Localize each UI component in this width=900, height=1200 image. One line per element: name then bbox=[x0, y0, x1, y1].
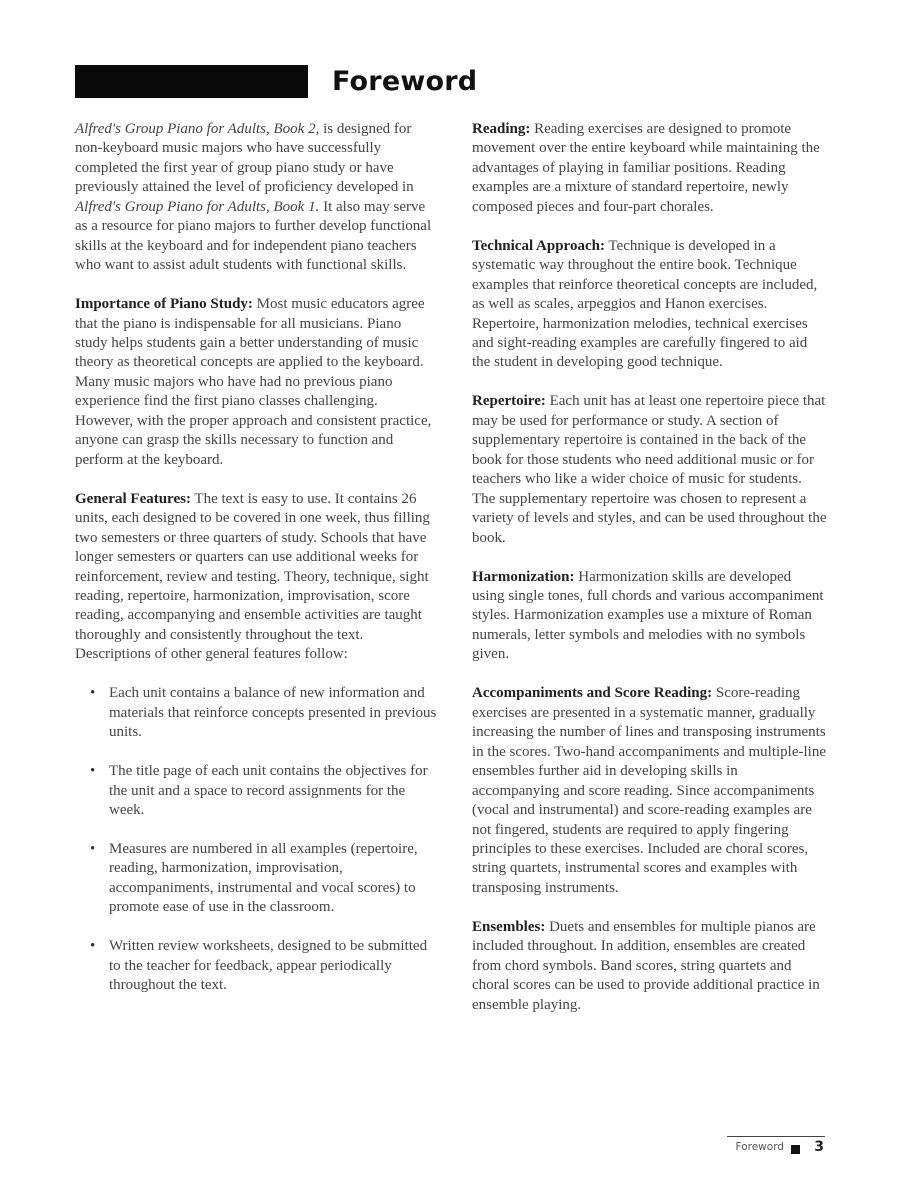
harmonization-body: Harmonization skills are developed using single tones, full chords and various accompaniment styles. Harmonization examples use a mixture of Roman numerals, letter symbols and melodies with no symbols given. bbox=[472, 568, 824, 663]
list-item: • Each unit contains a balance of new information and materials that reinforce concepts presented in previous units. bbox=[109, 684, 437, 742]
footer-section-label: Foreword bbox=[735, 1141, 784, 1153]
ensembles-paragraph bbox=[472, 918, 827, 1015]
ensembles-heading: Ensembles: bbox=[472, 918, 546, 935]
repertoire-heading: Repertoire: bbox=[472, 393, 546, 410]
right-column bbox=[472, 120, 827, 1035]
features-list bbox=[75, 684, 437, 995]
general-features-paragraph bbox=[75, 490, 437, 665]
square-icon bbox=[791, 1145, 800, 1154]
page-title: Foreword bbox=[332, 66, 478, 97]
page-number: 3 bbox=[814, 1139, 824, 1155]
page-footer bbox=[700, 1140, 826, 1158]
repertoire-body: Each unit has at least one repertoire piece that may be used for performance or study. A section of supplementary repertoire is contained in the back of the book for those students who need additional music or for teachers who like a wider choice of music for students. The supplementary repertoire was chosen to represent a variety of levels and styles, and can be used throughout the book. bbox=[472, 393, 827, 546]
general-features-body: The text is easy to use. It contains 26 units, each designed to be covered in one week, thus filling two semesters or three quarters of study. Schools that have longer semesters or quarters can use additional weeks for reinforcement, review and testing. Theory, technique, sight reading, repertoire, harmonization, improvisation, score reading, accompanying and ensemble activities are taught thoroughly and consistently throughout the text. Descriptions of other general features follow: bbox=[75, 490, 430, 663]
header-black-bar bbox=[75, 65, 308, 98]
list-item: • The title page of each unit contains the objectives for the unit and a space to record assignments for the week. bbox=[109, 762, 437, 820]
list-item: • Written review worksheets, designed to be submitted to the teacher for feedback, appear periodically throughout the text. bbox=[109, 937, 437, 995]
ensembles-body: Duets and ensembles for multiple pianos are included throughout. In addition, ensembles are created from chord symbols. Band scores, string quartets and choral scores can be used to provide additional practice in ensemble playing. bbox=[472, 918, 820, 1013]
harmonization-paragraph bbox=[472, 568, 827, 665]
intro-text-1: is designed for non-keyboard music majors who have successfully completed the first year of group piano study or have previously attained the level of proficiency developed in bbox=[75, 121, 414, 196]
technical-body: Technique is developed in a systematic way throughout the entire book. Technique examples that reinforce theoretical concepts are included, as well as scales, arpeggios and Hanon exercises. Repertoire, harmonization melodies, technical exercises and sight-reading examples are carefully fingered to aid the student in developing good technique. bbox=[472, 237, 818, 371]
general-features-heading: General Features: bbox=[75, 490, 191, 507]
importance-heading: Importance of Piano Study: bbox=[75, 296, 253, 313]
technical-paragraph bbox=[472, 237, 827, 373]
book-title-1: Alfred's Group Piano for Adults, Book 1. bbox=[75, 198, 320, 215]
reading-body: Reading exercises are designed to promote movement over the entire keyboard while maintaining the advantages of playing in familiar positions. Reading examples are a mixture of standard repertoire, newly composed pieces and four-part chorales. bbox=[472, 121, 820, 215]
accompaniments-body: Score-reading exercises are presented in a systematic manner, gradually increasing the number of lines and transposing instruments in the scores. Two-hand accompaniments and multiple-line ensembles further aid in developing skills in accompanying and score reading. Since accompaniments (vocal and instrumental) and score-reading examples are not fingered, students are required to apply fingering principles to these exercises. Included are choral scores, string quartets, instrumental scores and examples with transposing instruments. bbox=[472, 685, 826, 896]
intro-text-2: It also may serve as a resource for piano majors to further develop functional skills at the keyboard and for independent piano teachers who want to assist adult students with functional skills. bbox=[75, 198, 432, 274]
left-column bbox=[75, 120, 437, 1015]
harmonization-heading: Harmonization: bbox=[472, 568, 575, 585]
reading-paragraph bbox=[472, 120, 827, 217]
intro-paragraph bbox=[75, 120, 437, 276]
importance-paragraph bbox=[75, 295, 437, 470]
technical-heading: Technical Approach: bbox=[472, 237, 605, 254]
list-item: • Measures are numbered in all examples (repertoire, reading, harmonization, improvisation, accompaniments, instrumental and vocal scores) to promote ease of use in the classroom. bbox=[109, 840, 437, 918]
footer-rule bbox=[727, 1136, 825, 1137]
accompaniments-heading: Accompaniments and Score Reading: bbox=[472, 685, 713, 702]
accompaniments-paragraph bbox=[472, 684, 827, 898]
reading-heading: Reading: bbox=[472, 121, 531, 137]
importance-body: Most music educators agree that the piano is indispensable for all musicians. Piano study helps students gain a better understanding of music theory as theoretical concepts are applied to the keyboard. Many music majors who have had no previous piano experience find the first piano classes challenging. However, with the proper approach and consistent practice, anyone can grasp the skills necessary to function and perform at the keyboard. bbox=[75, 296, 432, 468]
repertoire-paragraph bbox=[472, 392, 827, 548]
book-title-2: Alfred's Group Piano for Adults, Book 2, bbox=[75, 121, 320, 137]
